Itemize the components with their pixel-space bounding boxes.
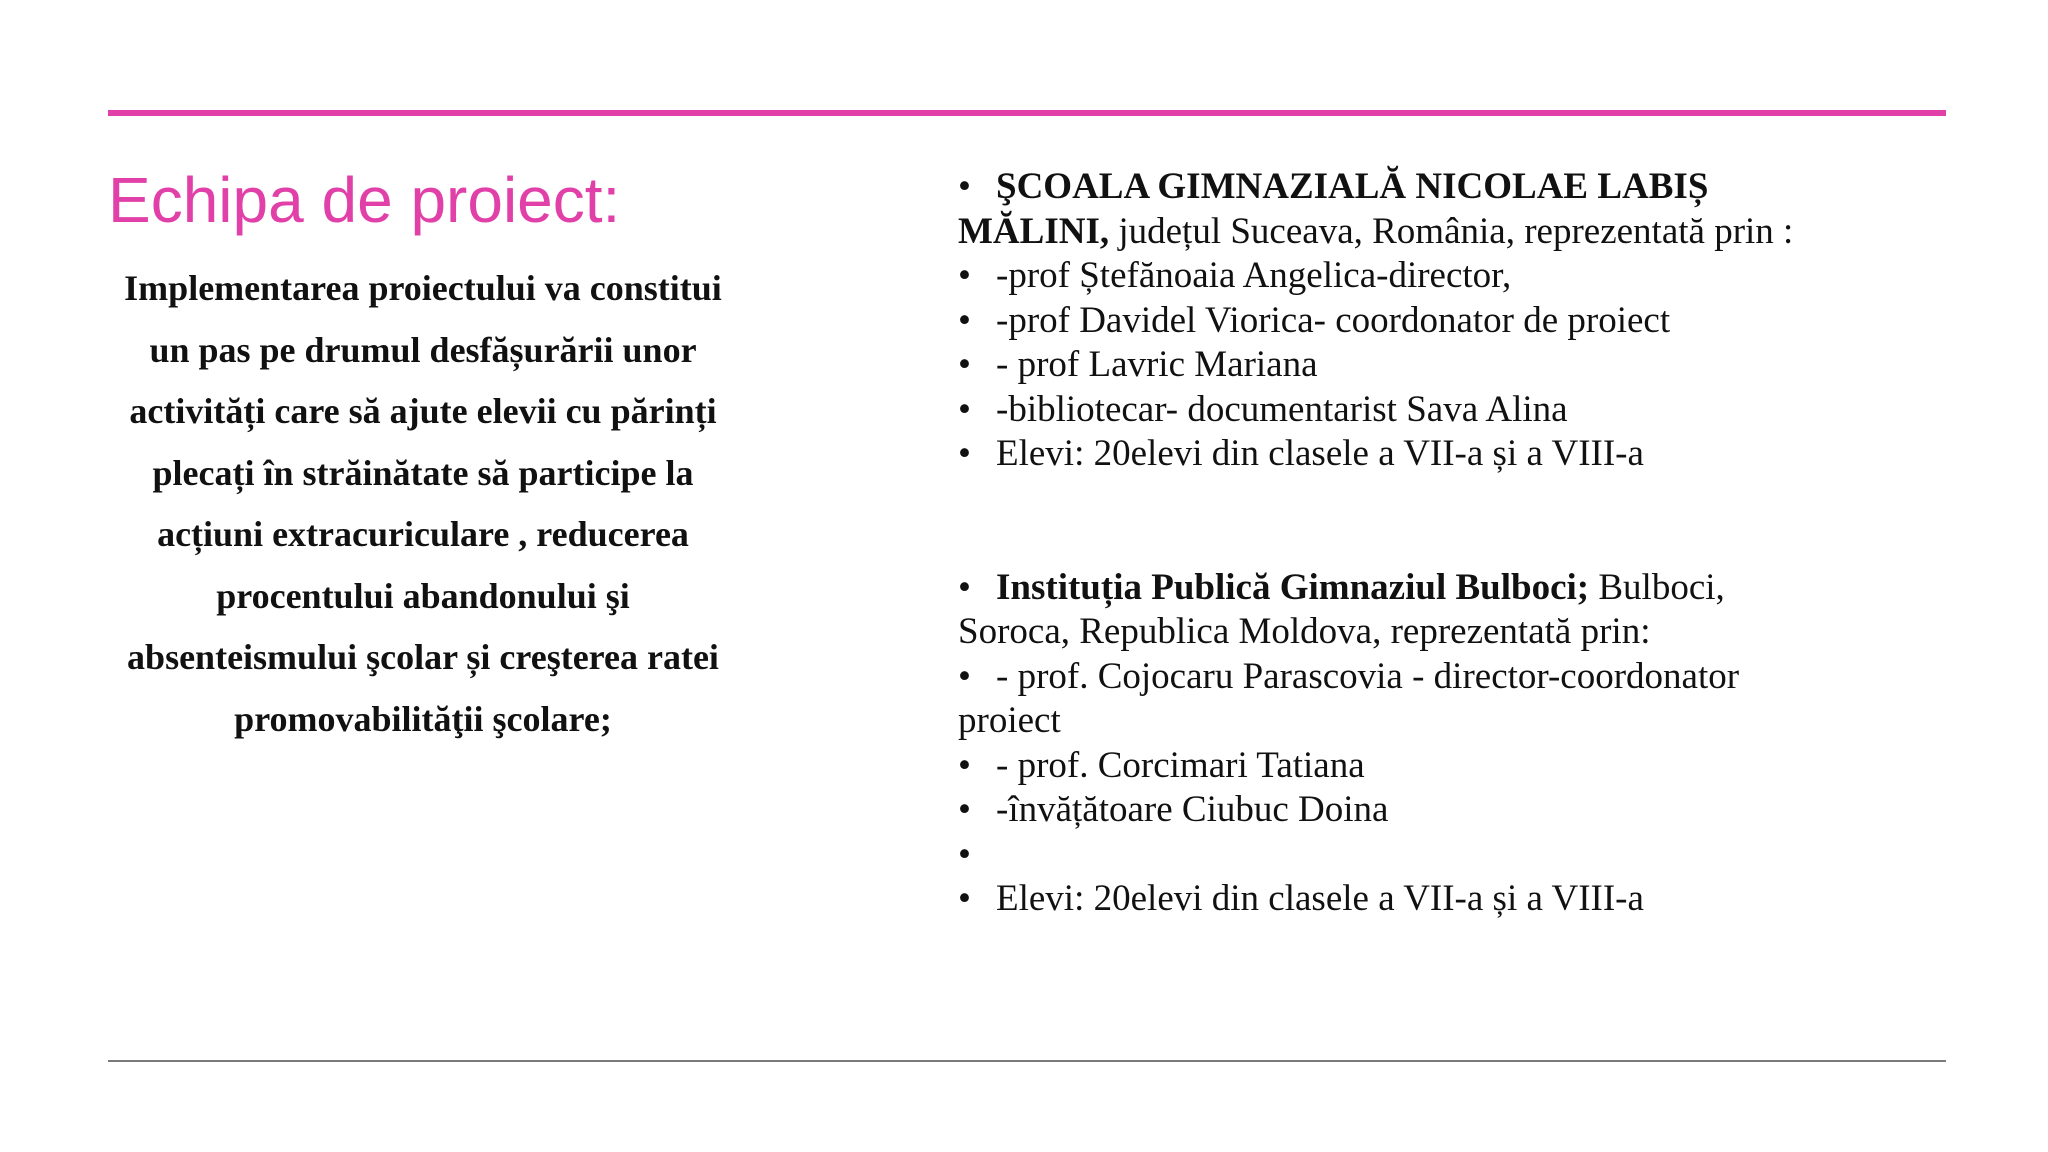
bullet-icon: • (958, 166, 971, 207)
list-item-empty (958, 833, 1938, 878)
bottom-divider (108, 1060, 1946, 1062)
list-item (958, 655, 1938, 700)
list-item (958, 788, 1938, 833)
team-list (958, 165, 1938, 922)
school-1-heading-cont (958, 210, 1938, 255)
bullet-icon: • (958, 655, 971, 697)
spacer (958, 477, 1938, 566)
list-item (958, 299, 1938, 344)
bullet-icon: • (958, 344, 971, 385)
list-item (958, 388, 1938, 433)
list-item-text: -învățătoare Ciubuc Doina (996, 789, 1389, 830)
school-2-block (958, 566, 1938, 922)
school-1-name-line2: MĂLINI, (958, 210, 1110, 252)
list-item-continuation: proiect (958, 700, 1061, 741)
bullet-icon: • (958, 833, 971, 875)
list-item (958, 254, 1938, 299)
list-item-text: - prof Lavric Mariana (996, 344, 1318, 385)
list-item-text: -prof Davidel Viorica- coordonator de proiect (996, 299, 1671, 341)
list-item (958, 877, 1938, 922)
bullet-icon: • (958, 433, 971, 474)
project-summary: Implementarea proiectului va constitui un pas pe drumul desfășurării unor activități care să ajute elevii cu părinți plecați în străinătate să participe la acțiuni extracuriculare , reducerea procentului abandonului şi absenteismului şcolar și creşterea ratei promovabilităţii şcolare; (124, 268, 722, 739)
bullet-icon: • (958, 566, 971, 608)
bullet-icon: • (958, 388, 971, 430)
school-1-block (958, 165, 1938, 477)
school-2-name: Instituția Publică Gimnaziul Bulboci; (996, 566, 1590, 608)
top-accent-rule (108, 110, 1946, 116)
bullet-icon: • (958, 255, 971, 296)
school-2-heading (958, 566, 1938, 611)
school-2-location: Bulboci, (1589, 566, 1725, 608)
bullet-icon: • (958, 299, 971, 341)
list-item-text: Elevi: 20elevi din clasele a VII-a și a VIII-a (996, 433, 1644, 474)
slide-title: Echipa de proiect: (108, 164, 621, 236)
list-item-text: -bibliotecar- documentarist Sava Alina (996, 388, 1568, 430)
school-2-description: Soroca, Republica Moldova, reprezentată prin: (958, 611, 1651, 652)
list-item (958, 432, 1938, 477)
bullet-icon: • (958, 878, 971, 919)
school-1-heading (958, 165, 1938, 210)
list-item-text: - prof. Cojocaru Parascovia - director-coordonator (996, 655, 1740, 697)
list-item (958, 343, 1938, 388)
list-item-text: -prof Ștefănoaia Angelica-director, (996, 255, 1512, 296)
bullet-icon: • (958, 744, 971, 786)
list-item (958, 744, 1938, 789)
school-1-name-line1: ŞCOALA GIMNAZIALĂ NICOLAE LABIȘ (996, 166, 1709, 207)
school-1-description: județul Suceava, România, reprezentată prin : (1109, 210, 1794, 252)
bullet-icon: • (958, 789, 971, 830)
list-item-text: Elevi: 20elevi din clasele a VII-a și a VIII-a (996, 878, 1644, 919)
list-item-text: - prof. Corcimari Tatiana (996, 744, 1365, 786)
